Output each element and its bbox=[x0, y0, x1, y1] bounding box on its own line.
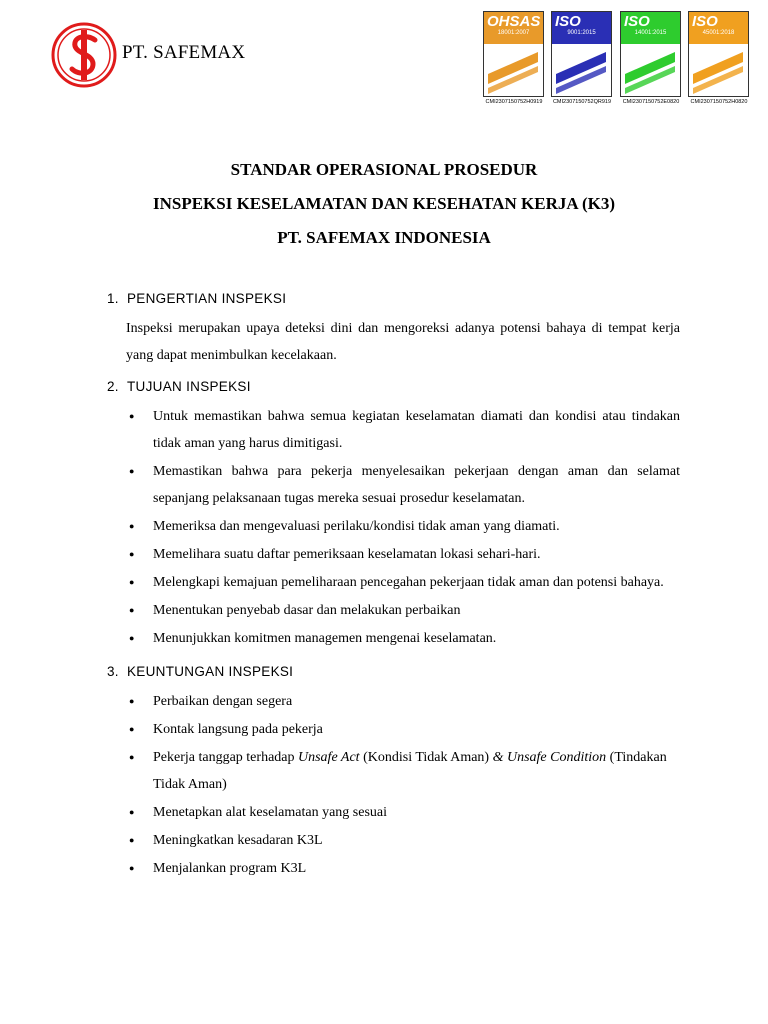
cert-stripes-icon bbox=[484, 44, 542, 96]
list-item: ● Melengkapi kemajuan pemeliharaan pencegahan pekerjaan tidak aman dan potensi bahaya. bbox=[107, 569, 680, 596]
list-item: ● Untuk memastikan bahwa semua kegiatan keselamatan diamati dan kondisi atau tindakan tidak aman yang harus dimitigasi. bbox=[107, 403, 680, 457]
list-item: ● Menetapkan alat keselamatan yang sesuai bbox=[107, 799, 680, 826]
list-item: ● Kontak langsung pada pekerja bbox=[107, 716, 680, 743]
cert-stripes-icon bbox=[621, 44, 679, 96]
company-name: PT. SAFEMAX bbox=[122, 42, 246, 63]
list-item: ● Memastikan bahwa para pekerja menyelesaikan pekerjaan dengan aman dan selamat sepanjang pelaksanaan tugas mereka sesuai prosedur keselamatan. bbox=[107, 458, 680, 512]
list-item: ● Menjalankan program K3L bbox=[107, 855, 680, 882]
list-item: ● Memeriksa dan mengevaluasi perilaku/kondisi tidak aman yang diamati. bbox=[107, 513, 680, 540]
list-item: ● Perbaikan dengan segera bbox=[107, 688, 680, 715]
cert-iso14001-badge: ISO 14001:2015 CMI2307150752E0820 bbox=[620, 11, 681, 109]
document-title bbox=[0, 158, 768, 260]
list-item: ● Meningkatkan kesadaran K3L bbox=[107, 827, 680, 854]
bullet-list bbox=[107, 403, 680, 652]
section-paragraph: Inspeksi merupakan upaya deteksi dini dan mengoreksi adanya potensi bahaya di tempat kerja yang dapat menimbulkan kecelakaan. bbox=[126, 321, 680, 363]
section-heading: 2. TUJUAN INSPEKSI bbox=[107, 379, 251, 394]
cert-ohsas-badge: OHSAS 18001:2007 CMI2307150752H0919 bbox=[483, 11, 544, 109]
section-heading: 1. PENGERTIAN INSPEKSI bbox=[107, 291, 287, 306]
document-body bbox=[107, 288, 680, 891]
list-item: ● Pekerja tanggap terhadap Unsafe Act (Kondisi Tidak Aman) & Unsafe Condition (Tindakan Tidak Aman) bbox=[107, 744, 680, 798]
certification-badges bbox=[483, 11, 749, 109]
list-item: ● Memelihara suatu daftar pemeriksaan keselamatan lokasi sehari-hari. bbox=[107, 541, 680, 568]
list-item: ● Menentukan penyebab dasar dan melakukan perbaikan bbox=[107, 597, 680, 624]
title-line-2: INSPEKSI KESELAMATAN DAN KESEHATAN KERJA (K3) bbox=[152, 194, 616, 213]
cert-iso45001-badge: ISO 45001:2018 CMI2307150752H0820 bbox=[688, 11, 749, 109]
title-line-1: STANDAR OPERASIONAL PROSEDUR bbox=[230, 160, 538, 179]
cert-iso9001-badge: ISO 9001:2015 CMI2307150752QR919 bbox=[552, 13, 612, 105]
document-header bbox=[0, 0, 768, 115]
bullet-list bbox=[107, 688, 680, 882]
section-heading: 3. KEUNTUNGAN INSPEKSI bbox=[107, 664, 294, 679]
list-item: ● Menunjukkan komitmen managemen mengenai keselamatan. bbox=[107, 625, 680, 652]
title-line-3: PT. SAFEMAX INDONESIA bbox=[277, 228, 491, 247]
cert-stripes-icon bbox=[689, 44, 747, 96]
cert-stripes-icon bbox=[552, 44, 610, 96]
safemax-logo bbox=[51, 22, 117, 88]
